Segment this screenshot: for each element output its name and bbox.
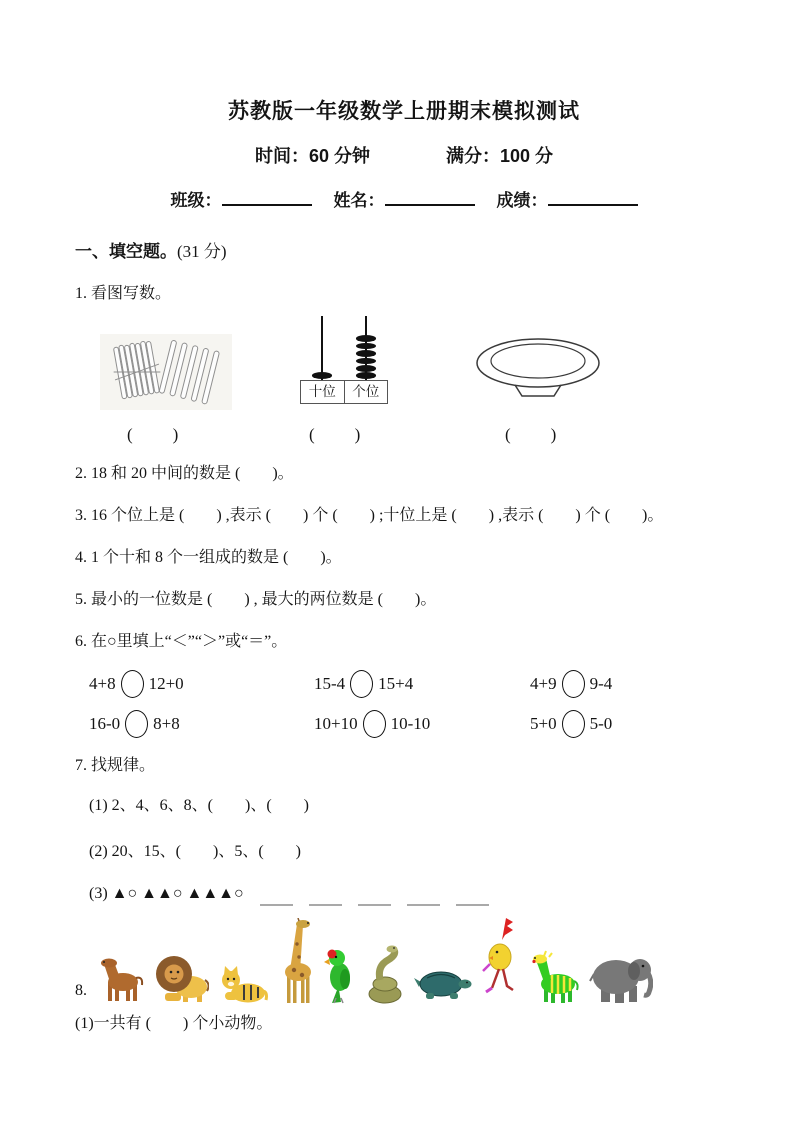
left-expression: 5+0	[530, 714, 557, 733]
turtle-image	[414, 964, 472, 1004]
comparison-item	[314, 670, 530, 698]
comparison-item	[530, 710, 612, 738]
comparison-item	[89, 670, 314, 698]
pattern-blank	[358, 892, 391, 906]
elephant-image	[589, 946, 653, 1004]
compare-circle	[121, 670, 144, 698]
abacus-place-labels	[300, 380, 388, 404]
compare-circle	[125, 710, 148, 738]
tens-rod	[321, 316, 323, 380]
name-field	[334, 186, 475, 211]
right-expression: 9-4	[589, 674, 613, 693]
compare-circle	[363, 710, 386, 738]
left-expression: 16-0	[89, 714, 121, 733]
question-7-sub-3	[89, 882, 733, 906]
question-3: 3. 16 个位上是 ( ) ,表示 ( ) 个 ( ) ;十位上是 ( ) ,表示 ( ) 个 ( )。	[75, 507, 664, 524]
sticks-image	[100, 334, 232, 410]
parrot-image	[324, 946, 356, 1004]
question-1: 1. 看图写数。	[75, 285, 172, 302]
right-expression: 5-0	[589, 714, 613, 733]
question-8-number: 8.	[75, 982, 87, 999]
right-expression: 10-10	[390, 714, 431, 733]
question-5: 5. 最小的一位数是 ( ) , 最大的两位数是 ( )。	[75, 591, 437, 608]
lion-image	[153, 950, 209, 1004]
tens-bead	[312, 372, 332, 379]
grade-label: 成绩：	[496, 191, 548, 210]
question-6: 6. 在○里填上“＜”“＞”或“＝”。	[75, 633, 288, 650]
comparison-item	[89, 710, 314, 738]
chick-image	[481, 916, 519, 1004]
name-label: 姓名：	[333, 191, 385, 210]
section-1-heading	[75, 237, 733, 262]
tens-place-label: 十位	[301, 381, 345, 403]
time-info: 时间：60 分钟	[254, 146, 370, 166]
answer-blank: ( )	[309, 425, 363, 444]
pattern-prefix: (3) ▲○ ▲▲○ ▲▲▲○	[89, 885, 244, 902]
comparison-item	[314, 710, 530, 738]
pattern-blank	[407, 892, 440, 906]
green-zebra-image	[528, 948, 580, 1004]
pattern-blank	[309, 892, 342, 906]
plate-image	[473, 336, 603, 400]
tiger-image	[218, 962, 268, 1004]
comparison-row-1	[89, 670, 733, 698]
question-4: 4. 1 个十和 8 个一组成的数是 ( )。	[75, 549, 342, 566]
left-expression: 4+8	[89, 674, 116, 693]
name-blank	[385, 189, 475, 206]
grade-blank	[548, 189, 638, 206]
full-score-info: 满分：100 分	[445, 146, 554, 166]
grade-field	[497, 186, 638, 211]
abacus-rods	[300, 316, 388, 380]
q1-figures	[75, 314, 733, 454]
left-expression: 10+10	[314, 714, 358, 733]
abacus-image	[300, 316, 388, 404]
section-1-title: 一、填空题。	[75, 242, 177, 261]
question-2: 2. 18 和 20 中间的数是 ( )。	[75, 465, 294, 482]
answer-blank: ( )	[127, 425, 181, 444]
right-expression: 15+4	[378, 674, 414, 693]
student-info-line	[75, 186, 733, 211]
compare-circle	[350, 670, 373, 698]
answer-blank: ( )	[505, 425, 559, 444]
pattern-blank	[456, 892, 489, 906]
comparison-row-2	[89, 710, 733, 738]
right-expression: 8+8	[153, 714, 180, 733]
class-field	[171, 186, 312, 211]
snake-image	[365, 944, 405, 1004]
section-1-points: (31 分)	[177, 242, 227, 261]
class-blank	[222, 189, 312, 206]
right-expression: 12+0	[148, 674, 184, 693]
compare-circle	[562, 710, 585, 738]
question-8-animals	[75, 912, 733, 1004]
ones-place-label: 个位	[352, 384, 380, 399]
meta-line	[75, 142, 733, 168]
question-7: 7. 找规律。	[75, 757, 156, 774]
giraffe-image	[277, 918, 315, 1004]
left-expression: 15-4	[314, 674, 346, 693]
ones-beads	[356, 335, 376, 379]
question-7-sub-2: (2) 20、15、( )、5、( )	[89, 843, 301, 860]
question-7-sub-1: (1) 2、4、6、8、( )、( )	[89, 797, 309, 814]
comparison-item	[530, 670, 612, 698]
page-title: 苏教版一年级数学上册期末模拟测试	[228, 100, 580, 123]
class-label: 班级：	[170, 191, 222, 210]
pattern-blank	[260, 892, 293, 906]
question-8-sub-1: (1)一共有 ( ) 个小动物。	[75, 1015, 273, 1032]
left-expression: 4+9	[530, 674, 557, 693]
compare-circle	[562, 670, 585, 698]
horse-image	[98, 952, 144, 1004]
